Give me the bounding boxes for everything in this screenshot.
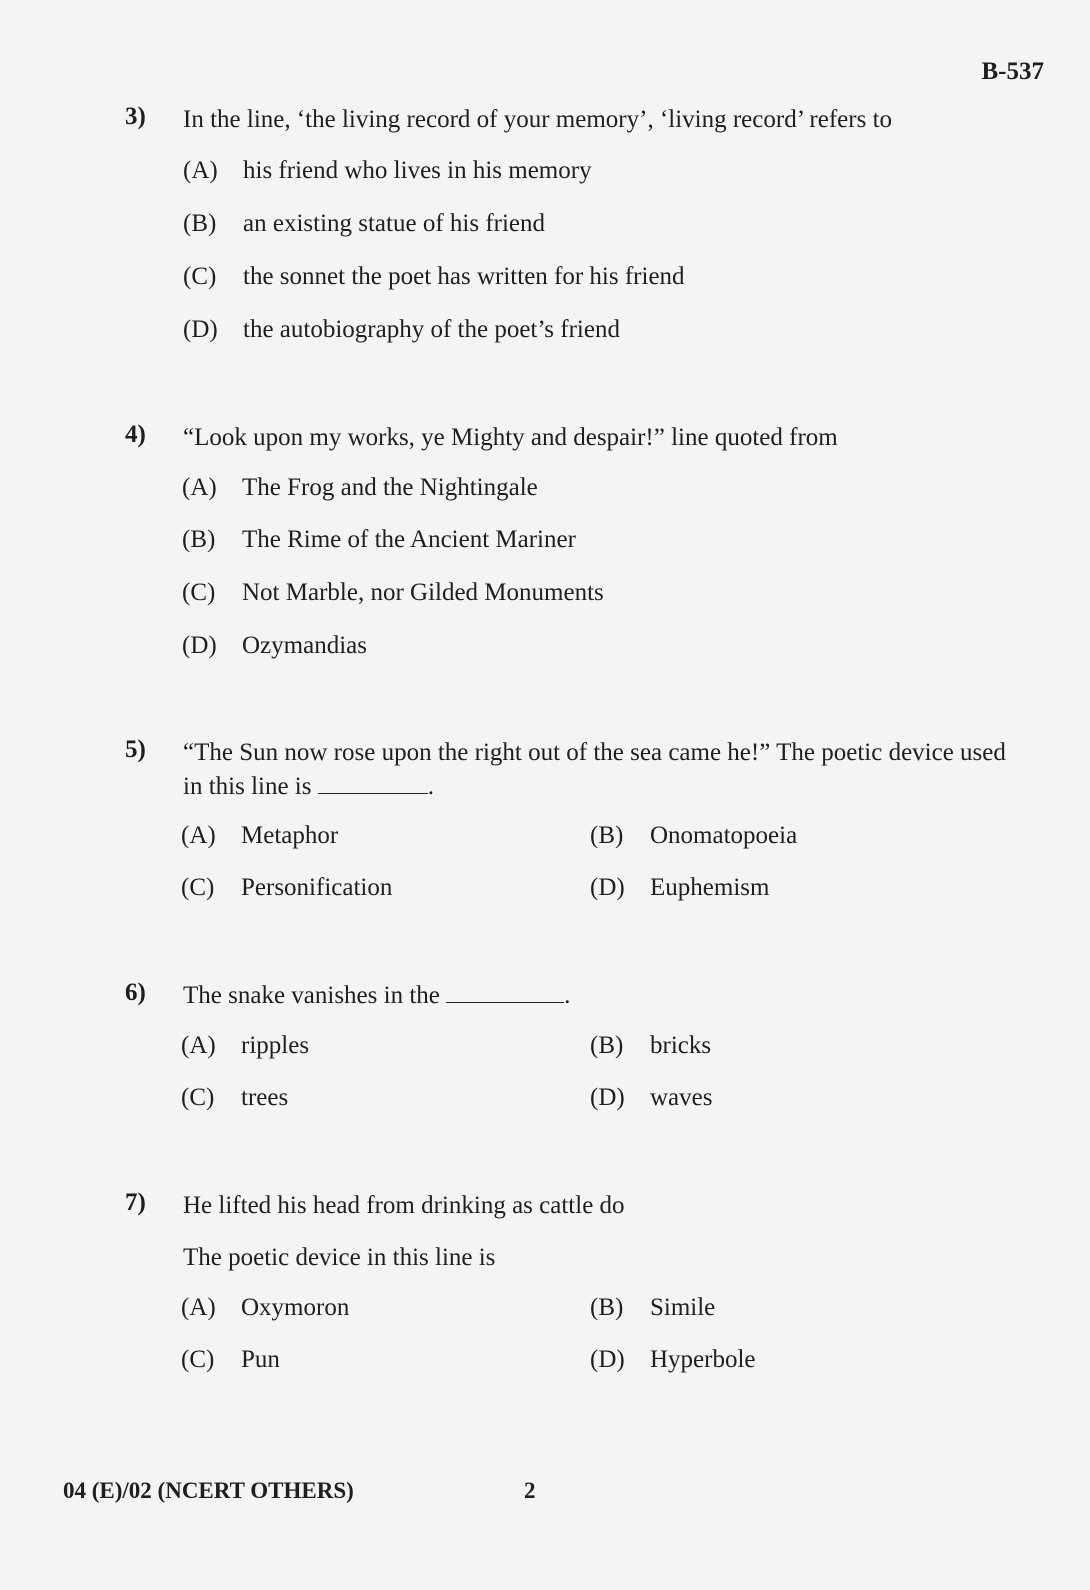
question-text: [183, 1241, 1050, 1275]
option-label: (C): [181, 1346, 215, 1373]
option-c: [181, 1346, 280, 1374]
option-text: an existing statue of his friend: [243, 210, 546, 237]
question-text-line: He lifted his head from drinking as cattle do: [183, 1192, 625, 1219]
page-number: 2: [524, 1478, 536, 1503]
option-text: the autobiography of the poet’s friend: [243, 316, 620, 343]
option-label: (B): [182, 526, 216, 553]
question-number: 4): [125, 421, 146, 448]
question-text-line: “The Sun now rose upon the right out of the sea came he!” The poetic device used: [183, 739, 1006, 766]
option-b: [590, 1032, 711, 1060]
question-text-line: The snake vanishes in the .: [183, 982, 571, 1009]
option-text: The Rime of the Ancient Mariner: [242, 526, 576, 553]
question-text-line: The poetic device in this line is: [183, 1244, 496, 1271]
option-text: Hyperbole: [650, 1346, 756, 1373]
question-number: 3): [125, 103, 146, 130]
option-b: [590, 822, 797, 850]
option-c: [183, 263, 685, 291]
option-text: ripples: [241, 1032, 310, 1059]
question-7-prompt: [125, 1241, 1050, 1275]
option-label: (C): [181, 1084, 215, 1111]
option-label: (D): [590, 874, 625, 901]
option-d: [182, 632, 367, 660]
option-text: The Frog and the Nightingale: [242, 474, 538, 501]
option-text: Euphemism: [650, 874, 770, 901]
question-4: [125, 421, 1050, 455]
option-d: [590, 1346, 756, 1374]
option-text: Personification: [241, 874, 393, 901]
option-label: (A): [181, 1294, 216, 1321]
option-b: [590, 1294, 715, 1322]
option-label: (C): [181, 874, 215, 901]
option-text: Metaphor: [241, 822, 339, 849]
option-a: [181, 822, 338, 850]
footer-paper-code: 04 (E)/02 (NCERT OTHERS): [63, 1478, 354, 1503]
question-7: [125, 1189, 1050, 1223]
question-3: [125, 103, 1050, 137]
option-a: [181, 1294, 349, 1322]
option-text: Ozymandias: [242, 632, 367, 659]
option-text: Oxymoron: [241, 1294, 350, 1321]
option-label: (B): [183, 210, 217, 237]
question-number: 5): [125, 736, 146, 763]
option-text: Simile: [650, 1294, 716, 1321]
option-a: [182, 474, 538, 502]
option-text: Not Marble, nor Gilded Monuments: [242, 579, 604, 606]
option-a: [181, 1032, 309, 1060]
option-text: Pun: [241, 1346, 280, 1373]
question-text: [183, 103, 1050, 137]
option-label: (D): [590, 1084, 625, 1111]
option-label: (D): [182, 632, 217, 659]
answer-blank: [318, 771, 428, 794]
option-label: (D): [183, 316, 218, 343]
option-label: (A): [182, 474, 217, 501]
question-6: [125, 979, 1050, 1013]
question-text-fragment: in this line is: [183, 773, 312, 800]
option-label: (B): [590, 1294, 624, 1321]
option-b: [183, 210, 545, 238]
option-label: (A): [181, 822, 216, 849]
option-label: (C): [182, 579, 216, 606]
question-text: [183, 736, 1050, 804]
question-number: 7): [125, 1189, 146, 1216]
option-text: trees: [241, 1084, 289, 1111]
option-label: (A): [181, 1032, 216, 1059]
option-text: the sonnet the poet has written for his friend: [243, 263, 685, 290]
question-text-fragment: The snake vanishes in the: [183, 982, 440, 1009]
option-label: (D): [590, 1346, 625, 1373]
question-text: [183, 979, 1050, 1013]
option-c: [182, 579, 604, 607]
option-d: [590, 874, 769, 902]
question-text-line: In the line, ‘the living record of your memory’, ‘living record’ refers to: [183, 106, 893, 133]
question-number: 6): [125, 979, 146, 1006]
question-text-line: “Look upon my works, ye Mighty and despair!” line quoted from: [183, 424, 838, 451]
option-label: (B): [590, 822, 624, 849]
option-a: [183, 157, 592, 185]
option-text: Onomatopoeia: [650, 822, 798, 849]
option-text: waves: [650, 1084, 713, 1111]
option-label: (A): [183, 157, 218, 184]
question-text: [183, 421, 1050, 455]
option-d: [590, 1084, 712, 1112]
option-label: (C): [183, 263, 217, 290]
answer-blank: [446, 980, 564, 1003]
question-text: [183, 1189, 1050, 1223]
option-text: bricks: [650, 1032, 712, 1059]
option-b: [182, 526, 576, 554]
option-label: (B): [590, 1032, 624, 1059]
option-text: his friend who lives in his memory: [243, 157, 592, 184]
option-c: [181, 1084, 288, 1112]
paper-code: B-537: [981, 58, 1044, 85]
option-d: [183, 316, 620, 344]
option-c: [181, 874, 392, 902]
question-5: [125, 736, 1050, 804]
question-text-line: in this line is .: [183, 773, 434, 800]
